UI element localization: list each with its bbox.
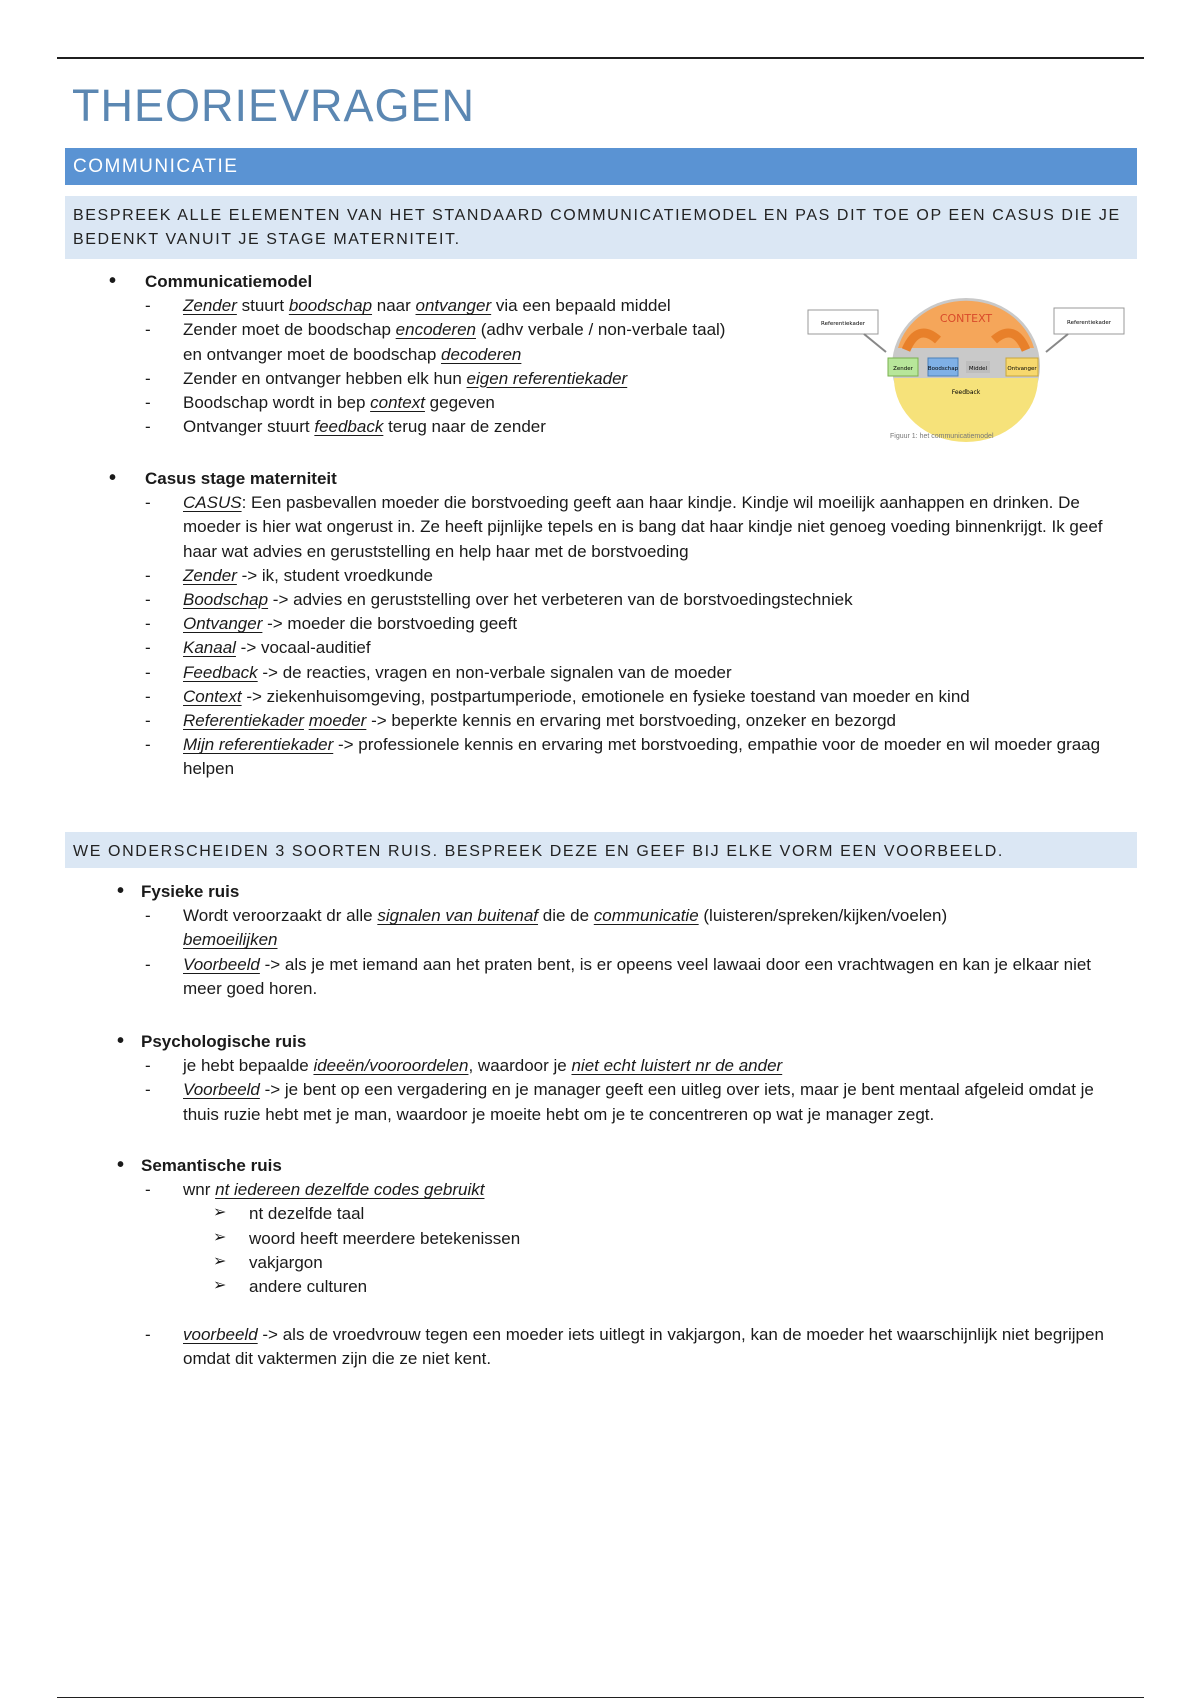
fysieke-ruis-block [117, 880, 1101, 1001]
feedback-label: Feedback [951, 389, 981, 396]
context-label: CONTEXT [939, 312, 993, 325]
middel-label: Middel [968, 366, 988, 372]
model-block [109, 270, 785, 439]
list-item: - CASUS: Een pasbevallen moeder die borstvoeding geeft aan haar kindje. Kindje wil moeilijk aanhappen en drinken. De moeder is hier wat ongerust in. Ze heeft pijnlijke tepels en is bang dat haar kindje niet genoeg voeding binnenkrijgt. Ik geef haar wat advies en geruststelling en help haar met de borstvoeding [145, 493, 1103, 561]
figure-caption: Figuur 1: het communicatiemodel [890, 433, 994, 440]
question-2: WE ONDERSCHEIDEN 3 SOORTEN RUIS. BESPREEK DEZE EN GEEF BIJ ELKE VORM EEN VOORBEELD. [65, 832, 1137, 868]
sub-list-item: ➢ woord heeft meerdere betekenissen [213, 1227, 1121, 1251]
list-item: - Ontvanger stuurt feedback terug naar de zender [145, 417, 546, 437]
section-header: COMMUNICATIE [65, 148, 1137, 185]
bullet-icon: • [109, 467, 117, 489]
bottom-rule [57, 1697, 1144, 1698]
list-item: - Zender stuurt boodschap naar ontvanger via een bepaald middel [145, 296, 671, 316]
ref-arrow-right-icon [1046, 334, 1068, 352]
list-item: - Wordt veroorzaakt dr alle signalen van buitenaf die de communicatie (luisteren/spreken/kijken/voelen) bemoeilijken [145, 906, 948, 950]
list-item: - Kanaal -> vocaal-auditief [145, 638, 371, 658]
communication-model-figure [806, 288, 1126, 448]
list-item: - Voorbeeld -> als je met iemand aan het praten bent, is er opeens veel lawaai door een vrachtwagen en kan je elkaar niet meer goed horen. [145, 954, 1092, 998]
semantische-ruis-block [117, 1154, 1121, 1372]
arrowhead-bullet-icon: ➢ [213, 1252, 227, 1270]
list-item: - Voorbeeld -> je bent op een vergadering en je manager geeft een uitleg over iets, maar je bent mentaal afgeleid omdat je thuis ruzie hebt met je man, waardoor je moeite hebt om je te concentreren op wat je manager zegt. [145, 1080, 1094, 1124]
list-item: - wnr nt iedereen dezelfde codes gebruikt [145, 1180, 485, 1200]
zender-label: Zender [893, 366, 913, 372]
bullet-icon: • [109, 270, 117, 292]
list-item: - Referentiekader moeder -> beperkte kennis en ervaring met borstvoeding, onzeker en bezorgd [145, 711, 897, 731]
sub-list-item: ➢ andere culturen [213, 1275, 1121, 1299]
list-item: - Zender en ontvanger hebben elk hun eigen referentiekader [145, 368, 628, 388]
fysieke-ruis-heading: • Fysieke ruis [117, 880, 240, 902]
arrowhead-bullet-icon: ➢ [213, 1277, 227, 1295]
arrowhead-bullet-icon: ➢ [213, 1204, 227, 1222]
page-title: THEORIEVRAGEN [72, 80, 476, 131]
list-item: - Boodschap -> advies en geruststelling over het verbeteren van de borstvoedingstechniek [145, 590, 853, 610]
list-item: - je hebt bepaalde ideeën/vooroordelen, waardoor je niet echt luistert nr de ander [145, 1056, 783, 1076]
boodschap-label: Boodschap [927, 366, 959, 372]
bullet-icon: • [117, 1030, 125, 1052]
list-item: - Ontvanger -> moeder die borstvoeding geeft [145, 614, 518, 634]
psychologische-ruis-heading: • Psychologische ruis [117, 1030, 307, 1052]
arrowhead-bullet-icon: ➢ [213, 1228, 227, 1246]
list-item: - Context -> ziekenhuisomgeving, postpartumperiode, emotionele en fysieke toestand van moeder en kind [145, 686, 970, 706]
list-item: - Mijn referentiekader -> professionele kennis en ervaring met borstvoeding, empathie voor de moeder en wil moeder graag helpen [145, 735, 1101, 779]
ref-label-right: Referentiekader [1067, 320, 1111, 326]
ontvanger-label: Ontvanger [1007, 366, 1037, 372]
top-rule [57, 57, 1144, 59]
model-heading: • Communicatiemodel [109, 270, 313, 292]
bullet-icon: • [117, 880, 125, 902]
ref-label-left: Referentiekader [821, 321, 865, 327]
list-item: - Zender -> ik, student vroedkunde [145, 565, 433, 585]
bullet-icon: • [117, 1154, 125, 1176]
semantische-ruis-heading: • Semantische ruis [117, 1154, 282, 1176]
list-item: - Boodschap wordt in bep context gegeven [145, 393, 495, 413]
casus-heading: • Casus stage materniteit [109, 467, 337, 489]
casus-block [109, 467, 1125, 782]
list-item: - Zender moet de boodschap encoderen (adhv verbale / non-verbale taal) en ontvanger moet de boodschap decoderen [145, 320, 726, 364]
sub-list-item: ➢ vakjargon [213, 1251, 1121, 1275]
question-1: BESPREEK ALLE ELEMENTEN VAN HET STANDAARD COMMUNICATIEMODEL EN PAS DIT TOE OP EEN CASUS DIE JE BEDENKT VANUIT JE STAGE MATERNITEIT. [65, 196, 1137, 259]
ref-arrow-left-icon [864, 334, 886, 352]
sub-list-item: ➢ nt dezelfde taal [213, 1202, 1121, 1226]
psychologische-ruis-block [117, 1030, 1101, 1127]
list-item: - Feedback -> de reacties, vragen en non-verbale signalen van de moeder [145, 662, 732, 682]
list-item: - voorbeeld -> als de vroedvrouw tegen een moeder iets uitlegt in vakjargon, kan de moeder het waarschijnlijk niet begrijpen omdat dit vaktermen zijn die ze niet kent. [145, 1325, 1104, 1369]
